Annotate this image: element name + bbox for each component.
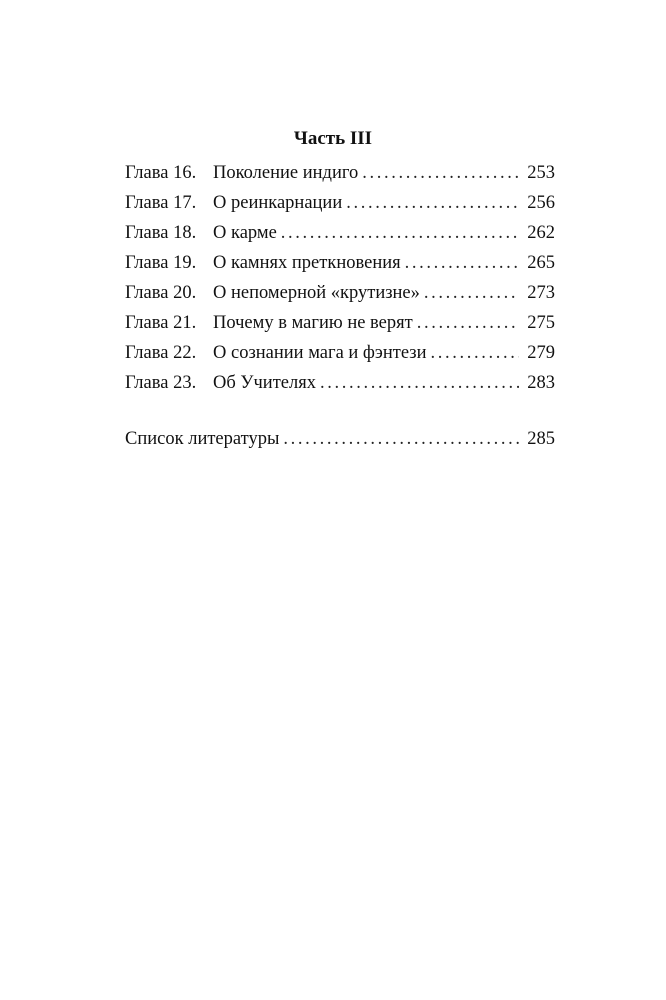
part-title: Часть III — [293, 128, 373, 149]
page-number: 275 — [527, 313, 555, 333]
chapter-title: О реинкарнации — [213, 193, 343, 213]
chapter-title: Почему в магию не верят — [213, 313, 413, 333]
toc-entry — [125, 248, 555, 278]
chapter-number: Глава 22. — [125, 343, 197, 363]
chapter-title: О камнях преткновения — [213, 253, 401, 273]
chapter-title: Об Учителях — [213, 373, 316, 393]
page-number: 253 — [527, 163, 555, 183]
page-number: 283 — [527, 373, 555, 393]
bibliography-title: Список литературы — [125, 429, 280, 449]
table-of-contents — [125, 158, 555, 398]
dot-leader — [424, 278, 519, 308]
toc-entry — [125, 338, 555, 368]
dot-leader — [431, 338, 520, 368]
chapter-number: Глава 20. — [125, 283, 197, 303]
page-number: 256 — [527, 193, 555, 213]
toc-entry — [125, 218, 555, 248]
toc-entry — [125, 278, 555, 308]
page-number: 262 — [527, 223, 555, 243]
dot-leader — [283, 424, 519, 454]
chapter-title: О непомерной «крутизне» — [213, 283, 420, 303]
bibliography-entry — [125, 424, 555, 454]
page-number: 285 — [527, 429, 555, 449]
bibliography-entry-container — [125, 424, 555, 454]
chapter-number: Глава 18. — [125, 223, 197, 243]
dot-leader — [417, 308, 520, 338]
chapter-title: О карме — [213, 223, 277, 243]
chapter-number: Глава 19. — [125, 253, 197, 273]
chapter-title: Поколение индиго — [213, 163, 359, 183]
chapter-title: О сознании мага и фэнтези — [213, 343, 427, 363]
dot-leader — [346, 188, 519, 218]
dot-leader — [281, 218, 519, 248]
dot-leader — [405, 248, 520, 278]
chapter-number: Глава 17. — [125, 193, 197, 213]
dot-leader — [362, 158, 519, 188]
dot-leader — [320, 368, 519, 398]
chapter-number: Глава 21. — [125, 313, 197, 333]
toc-entry — [125, 308, 555, 338]
page-number: 279 — [527, 343, 555, 363]
page-number: 265 — [527, 253, 555, 273]
chapter-number: Глава 23. — [125, 373, 197, 393]
toc-entry — [125, 368, 555, 398]
toc-entry — [125, 158, 555, 188]
toc-entry — [125, 188, 555, 218]
page-number: 273 — [527, 283, 555, 303]
chapter-number: Глава 16. — [125, 163, 197, 183]
